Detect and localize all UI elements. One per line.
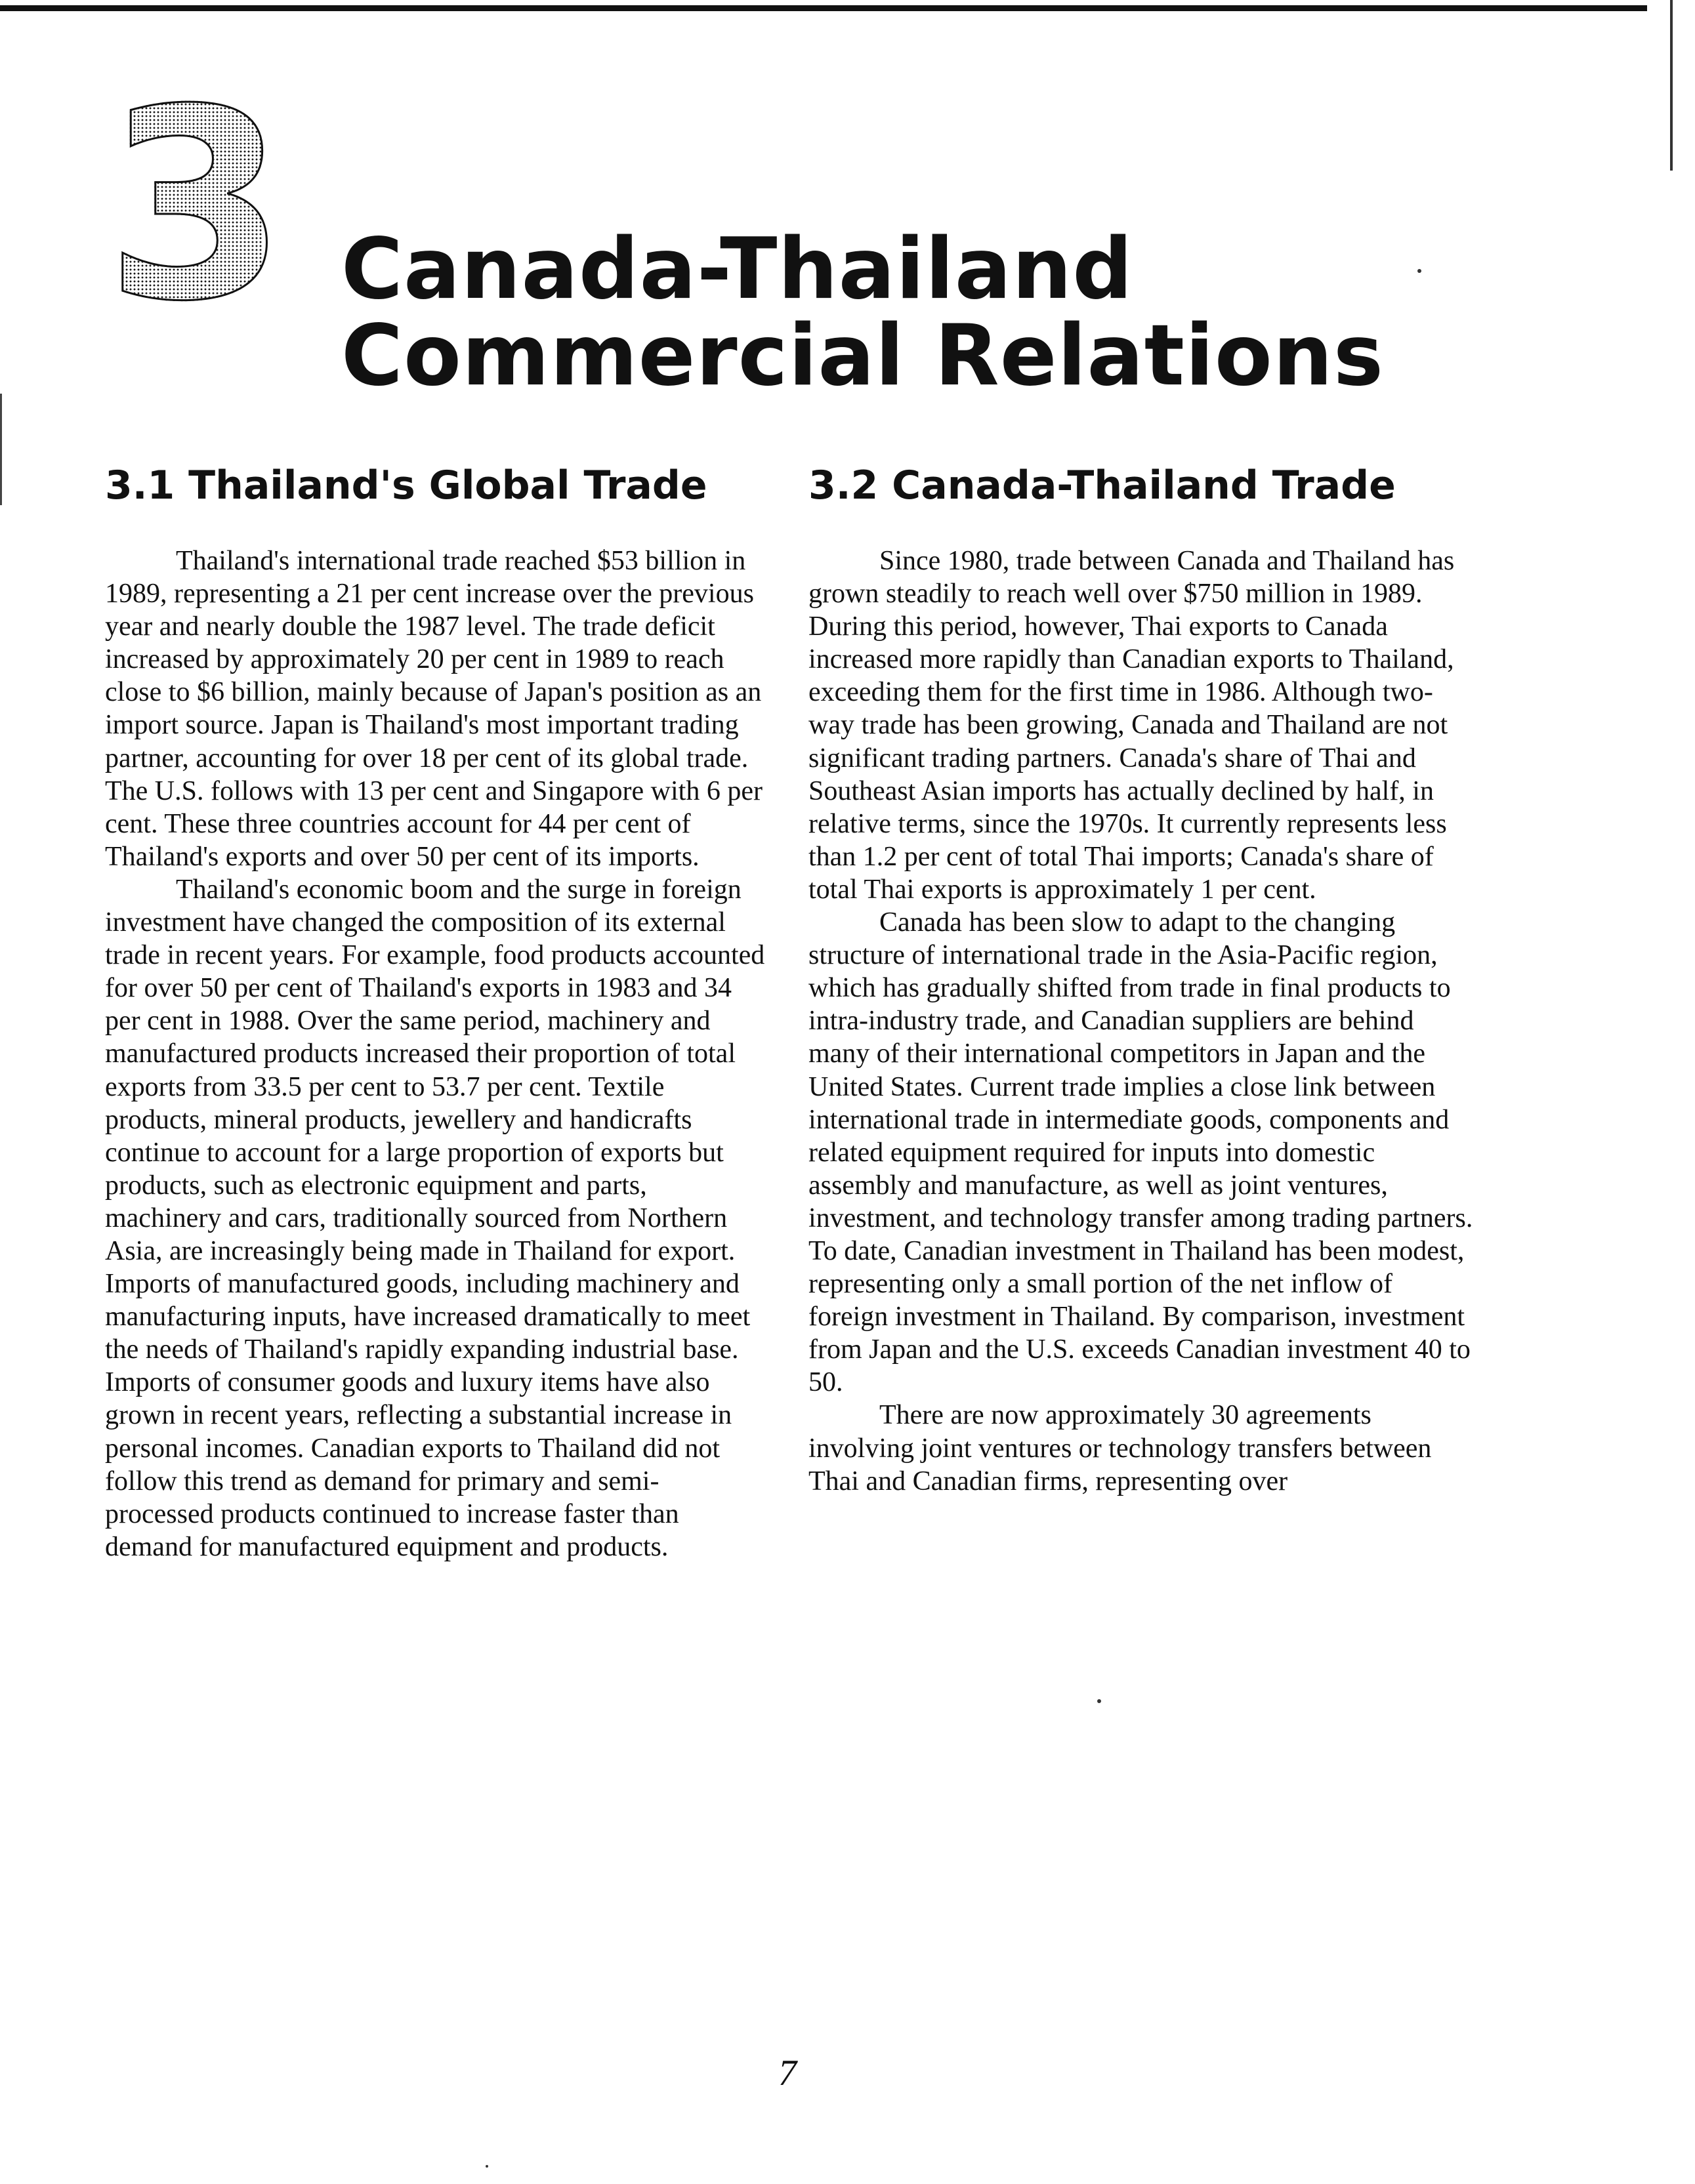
- paragraph: Thailand's economic boom and the surge in foreign investment have changed the composition of its external trade in recent years. For example, food products accounted for over 50 per cent of Thailand's exports in 1983 and 34 per cent in 1988. Over the same period, machinery and manufactured products increased their proportion of total exports from 33.5 per cent to 53.7 per cent. Textile products, mineral products, jewellery and handicrafts continue to account for a large proportion of exports but products, such as electronic equipment and parts, machinery and cars, traditionally sourced from Northern Asia, are increasingly being made in Thailand for export. Imports of manufactured goods, including machinery and manufacturing inputs, have increased dramatically to meet the needs of Thailand's rapidly expanding industrial base. Imports of consumer goods and luxury items have also grown in recent years, reflecting a substantial increase in personal incomes. Canadian exports to Thailand did not follow this trend as demand for primary and semi-processed products continued to increase faster than demand for manufactured equipment and products.: [105, 874, 765, 1562]
- paragraph: Since 1980, trade between Canada and Thailand has grown steadily to reach well over $750 million in 1989. During this period, however, Thai exports to Canada increased more rapidly than Canadian exports to Thailand, exceeding them for the first time in 1986. Although two-way trade has been growing, Canada and Thailand are not significant trading partners. Canada's share of Thai and Southeast Asian imports has actually declined by half, in relative terms, since the 1970s. It currently represents less than 1.2 per cent of total Thai imports; Canada's share of total Thai exports is approximately 1 per cent.: [808, 546, 1455, 905]
- scan-speck: [486, 2165, 488, 2168]
- paragraph: Thailand's international trade reached $53 billion in 1989, representing a 21 per cent increase over the previous year and nearly double the 1987 level. The trade deficit increased by approximately 20 per cent in 1989 to reach close to $6 billion, mainly because of Japan's position as an import source. Japan is Thailand's most important trading partner, accounting for over 18 per cent of its global trade. The U.S. follows with 13 per cent and Singapore with 6 per cent. These three countries account for 44 per cent of Thailand's exports and over 50 per cent of its imports.: [105, 546, 763, 872]
- paragraph: Canada has been slow to adapt to the changing structure of international trade in the Asia-Pacific region, which has gradually shifted from trade in final products to intra-industry trade, and Canadian suppliers are behind many of their international competitors in Japan and the United States. Current trade implies a close link between international trade in intermediate goods, components and related equipment required for inputs into domestic assembly and manufacture, as well as joint ventures, investment, and technology transfer among trading partners. To date, Canadian investment in Thailand has been modest, representing only a small portion of the net inflow of foreign investment in Thailand. By comparison, investment from Japan and the U.S. exceeds Canadian investment 40 to 50.: [808, 907, 1473, 1398]
- scan-speck: [1097, 1699, 1101, 1703]
- right-scan-edge: [1670, 0, 1673, 171]
- page-number: 7: [778, 2053, 797, 2093]
- chapter-number: 3: [105, 54, 288, 359]
- chapter-title-line-1: Canada-Thailand: [341, 220, 1133, 318]
- section-canada-thailand-trade: [808, 459, 1478, 1498]
- left-scan-edge: [0, 394, 2, 505]
- chapter-title: [341, 220, 1385, 405]
- section-global-trade: [105, 459, 768, 1563]
- scan-speck: [1417, 269, 1421, 273]
- top-border-rule: [0, 5, 1647, 11]
- section-heading: 3.2 Canada-Thailand Trade: [808, 463, 1396, 508]
- section-heading: 3.1 Thailand's Global Trade: [105, 463, 707, 508]
- paragraph: There are now approximately 30 agreements involving joint ventures or technology transfers between Thai and Canadian firms, representing over: [808, 1400, 1432, 1496]
- chapter-title-line-2: Commercial Relations: [341, 307, 1385, 405]
